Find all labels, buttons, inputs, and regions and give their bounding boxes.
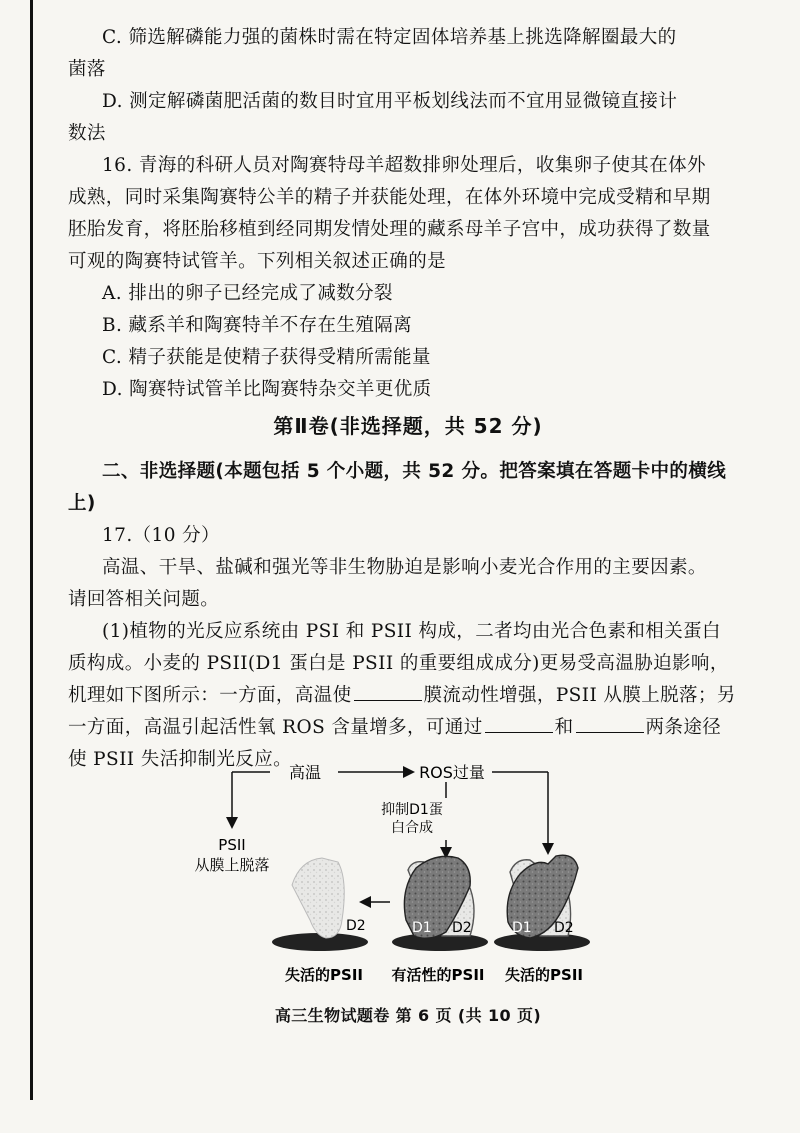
- psii-middle-d1-label: D1: [412, 920, 432, 936]
- section-instruction-line2: 上): [68, 493, 96, 514]
- label-fall-line1: PSII: [218, 836, 246, 854]
- answer-blank-2: [485, 712, 553, 733]
- q17-p1-line3-text-b: 膜流动性增强，PSII 从膜上脱落；另: [423, 685, 736, 706]
- q17-p1-line1: (1)植物的光反应系统由 PSI 和 PSII 构成，二者均由光合色素和相关蛋白: [102, 621, 721, 642]
- caption-middle-psii: 有活性的PSII: [391, 966, 485, 984]
- caption-left-psii: 失活的PSII: [285, 966, 363, 984]
- psii-left-inactive: [272, 858, 368, 951]
- prev-option-d-line2: 数法: [68, 123, 106, 144]
- q17-intro-line2: 请回答相关问题。: [68, 589, 220, 610]
- q16-option-a: A. 排出的卵子已经完成了减数分裂: [102, 283, 393, 304]
- page-footer: 高三生物试题卷 第 6 页 (共 10 页): [274, 1006, 542, 1025]
- q17-p1-line5: 使 PSII 失活抑制光反应。: [68, 749, 292, 770]
- psii-left-d2-label: D2: [346, 918, 366, 934]
- label-inhibit-line1: 抑制D1蛋: [381, 802, 443, 818]
- q17-p1-line3-text-a: 机理如下图所示：一方面，高温使: [68, 685, 352, 706]
- prev-option-c-line1: C. 筛选解磷能力强的菌株时需在特定固体培养基上挑选降解圈最大的: [102, 27, 677, 48]
- q17-p1-line4-text-c: 两条途径: [645, 717, 722, 738]
- q16-stem-line3: 胚胎发育，将胚胎移植到经同期发情处理的藏系母羊子宫中，成功获得了数量: [68, 219, 711, 240]
- label-ros: ROS过量: [419, 763, 485, 782]
- q16-option-c: C. 精子获能是使精子获得受精所需能量: [102, 347, 431, 368]
- psii-right-d2-label: D2: [554, 920, 574, 936]
- q16-option-d: D. 陶赛特试管羊比陶赛特杂交羊更优质: [102, 379, 432, 400]
- prev-option-d-line1: D. 测定解磷菌肥活菌的数目时宜用平板划线法而不宜用显微镜直接计: [102, 91, 678, 112]
- q17-number: 17.（10 分）: [102, 525, 220, 546]
- q16-option-b: B. 藏系羊和陶赛特羊不存在生殖隔离: [102, 315, 413, 336]
- psii-middle-d2-label: D2: [452, 920, 472, 936]
- section-instruction-line1: 二、非选择题(本题包括 5 个小题，共 52 分。把答案填在答题卡中的横线: [102, 461, 727, 482]
- section-title: 第Ⅱ卷(非选择题，共 52 分): [273, 414, 543, 438]
- label-inhibit-line2: 白合成: [391, 820, 433, 836]
- answer-blank-1: [354, 680, 422, 701]
- q17-p1-line4-text-b: 和: [554, 717, 574, 738]
- q17-p1-line2: 质构成。小麦的 PSII(D1 蛋白是 PSII 的重要组成成分)更易受高温胁迫影响，: [68, 653, 729, 674]
- q17-p1-line4-text-a: 一方面，高温引起活性氧 ROS 含量增多，可通过: [68, 717, 483, 738]
- q16-stem-line2: 成熟，同时采集陶赛特公羊的精子并获能处理，在体外环境中完成受精和早期: [68, 187, 711, 208]
- label-high-temp: 高温: [288, 763, 322, 782]
- psii-right-d1-label: D1: [512, 920, 532, 936]
- prev-option-c-line2: 菌落: [68, 59, 106, 80]
- psii-middle-active: [392, 856, 488, 951]
- q17-p1-line3: [68, 680, 736, 712]
- psii-right-inactive: [494, 855, 590, 951]
- q16-stem-line1: 16. 青海的科研人员对陶赛特母羊超数排卵处理后，收集卵子使其在体外: [102, 155, 706, 176]
- label-fall-line2: 从膜上脱落: [194, 856, 270, 874]
- caption-right-psii: 失活的PSII: [505, 966, 583, 984]
- q16-stem-line4: 可观的陶赛特试管羊。下列相关叙述正确的是: [68, 251, 447, 272]
- psii-mechanism-diagram: [0, 760, 800, 1000]
- q17-p1-line4: [68, 712, 721, 744]
- q17-intro-line1: 高温、干旱、盐碱和强光等非生物胁迫是影响小麦光合作用的主要因素。: [102, 557, 707, 578]
- answer-blank-3: [576, 712, 644, 733]
